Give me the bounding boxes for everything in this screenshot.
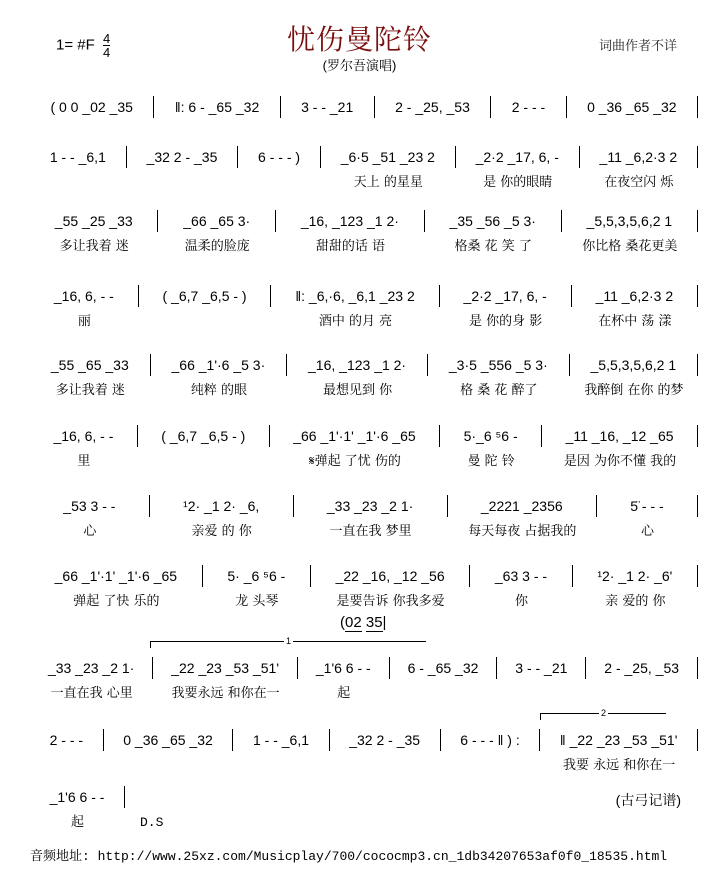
measure: 1 - - _6,1 [30,146,127,168]
lyric: 亲 爱的 你 [605,594,666,609]
song-title: 忧伤曼陀铃 [286,23,432,56]
volta-1-bracket [150,636,426,648]
lyric: 我醉倒 在你 的梦 [584,383,684,398]
measure: ( _6,7 _6,5 - ) [138,425,270,447]
lyric [497,686,586,702]
lyric: 龙 头琴 [235,594,279,609]
volta-2-label: 2 [600,708,606,718]
measure: 3 - - _21 [497,657,586,679]
lyric: 心 [640,524,654,539]
measure: _2221 _2356 [448,495,597,517]
measure: 2 - _25, _53 [586,657,698,679]
lyric: 我要 永远 和你在一 [563,758,676,773]
measure: 2 - - - [30,729,104,751]
lyric [138,454,270,470]
measure: _66 _1'·1' _1'·6 _65 [270,425,440,447]
lyric: 在杯中 荡 漾 [598,314,672,329]
lyric: 起 [337,686,351,701]
time-top: 4 [102,31,111,46]
lyric [233,758,329,774]
measure: _22 _23 _53 _51' [153,657,298,679]
lyrics-row [30,175,698,191]
measures-row [30,146,698,168]
lyric [30,175,127,191]
measures-row [30,210,698,232]
measure: ‖ _22 _23 _53 _51' [540,729,698,751]
measure: ¹2· _1 2· _6, [150,495,294,517]
lyrics-row [30,524,698,540]
measure: _66 _1'·6 _5 3· [151,354,288,376]
lyric: 丽 [77,314,91,329]
measure: _55 _65 _33 [30,354,151,376]
dal-segno: D.S [140,815,164,830]
score-system [30,565,698,610]
measure: _22 _16, _12 _56 [311,565,470,587]
measure: ( 0 0 _02 _35 [30,96,154,118]
lyric: 里 [77,454,91,469]
lyric: 𝄋弹起 了忧 伤的 [309,454,401,469]
lyrics-row [30,314,698,330]
measure: 5· _6 ⁵6 - [203,565,311,587]
lyric [139,314,272,330]
pickup-open: ( [340,614,345,631]
measure: _55 _25 _33 [30,210,158,232]
lyric: 是因 为你不懂 我的 [563,454,677,469]
measures-row [30,425,698,447]
measure: _1'6 6 - - [30,786,125,808]
score-system [30,96,698,125]
measure: 6 - - - ) [238,146,321,168]
singer: (罗尔吾演唱) [322,58,397,73]
lyric: 格 桑 花 醉了 [460,383,538,398]
measure: _32 2 - _35 [127,146,239,168]
measure: ‖: 6 - _65 _32 [154,96,280,118]
measures-row [30,786,125,808]
volta-1-label: 1 [285,636,291,646]
lyric: 亲爱 的 你 [191,524,252,539]
measure: _33 _23 _2 1· [30,657,153,679]
measure: 1 - - _6,1 [233,729,329,751]
lyric [330,758,441,774]
pickup-group: 02 [345,614,362,631]
volta-2-bracket [540,708,666,720]
lyric [104,758,234,774]
measures-row [30,495,698,517]
measure: _5,5,3,5,6,2 1 [562,210,698,232]
lyrics-row [30,815,125,831]
lyric [30,758,104,774]
measure: _11 _16, _12 _65 [542,425,698,447]
measure: 2 - - - [491,96,566,118]
measure: 0 _36 _65 _32 [104,729,234,751]
pickup-barline: | [382,614,387,631]
measure: _63 3 - - [470,565,572,587]
lyric [390,686,498,702]
lyrics-row [30,594,698,610]
lyric: 是 你的眼睛 [483,175,553,190]
measure: _16, _123 _1 2· [276,210,425,232]
score-system [30,354,698,399]
measure: 5̈ - - - [597,495,698,517]
score-system [30,285,698,330]
lyric: 起 [70,815,84,830]
lyrics-row [30,239,698,255]
measures-row [30,729,698,751]
measure: _16, 6, - - [30,425,138,447]
lyric [238,175,321,191]
lyrics-row [30,383,698,399]
lyric: 温柔的脸庞 [184,239,250,254]
measure: _35 _56 _5 3· [425,210,562,232]
measures-row [30,96,698,118]
score-system [30,146,698,191]
measures-row [30,354,698,376]
measure: ( _6,7 _6,5 - ) [139,285,272,307]
measure: _66 _1'·1' _1'·6 _65 [30,565,203,587]
lyric: 是 你的身 影 [469,314,543,329]
lyric: 每天每夜 占据我的 [468,524,577,539]
measures-row [30,657,698,679]
measure: _16, 6, - - [30,285,139,307]
measure: _16, _123 _1 2· [287,354,428,376]
score-system [30,425,698,470]
lyric [127,175,239,191]
audio-url[interactable]: 音频地址: http://www.25xz.com/Musicplay/700/cococmp3.cn_1db34207653af0f0_18535.html [30,849,668,864]
lyric: 我要永远 和你在一 [171,686,280,701]
lyric: 一直在我 梦里 [329,524,412,539]
lyric: 多让我着 迷 [55,383,125,398]
lyric: 你比格 桑花更美 [582,239,678,254]
lyrics-row [30,758,698,774]
score-system [30,210,698,255]
measure: ‖: _6,·6, _6,1 _23 2 [271,285,439,307]
measure: 2 - _25, _53 [375,96,492,118]
credit: 词曲作者不详 [598,38,677,53]
measure: _2·2 _17, 6, - [440,285,572,307]
lyric: 一直在我 心里 [50,686,133,701]
measure: 3 - - _21 [281,96,375,118]
lyric: 心 [83,524,97,539]
pickup-group: 35 [365,614,383,631]
lyrics-row [30,686,698,702]
lyric: 是要告诉 你我多爱 [336,594,445,609]
measure: _6·5 _51 _23 2 [321,146,456,168]
lyric: 天上 的星星 [353,175,423,190]
lyric: 曼 陀 铃 [467,454,515,469]
lyric: 甜甜的话 语 [315,239,385,254]
measure: _3·5 _556 _5 3· [428,354,570,376]
score-system [30,729,698,774]
score-system [30,657,698,702]
transcriber: (古弓记谱) [615,792,681,808]
measure: ¹2· _1 2· _6' [573,565,698,587]
lyric: 多让我着 迷 [59,239,129,254]
lyric: 你 [514,594,528,609]
time-bottom: 4 [102,45,111,60]
lyric: 酒中 的月 亮 [318,314,393,329]
measure: _32 2 - _35 [330,729,441,751]
score-system [30,495,698,540]
lyrics-row [30,454,698,470]
measure: _2·2 _17, 6, - [456,146,580,168]
measure: _11 _6,2·3 2 [580,146,698,168]
lyric: 格桑 花 笑 了 [454,239,532,254]
measure: 6 - _65 _32 [390,657,498,679]
lyric: 纯粹 的眼 [190,383,247,398]
measure: _1'6 6 - - [298,657,390,679]
measure: _11 _6,2·3 2 [572,285,698,307]
lyric: 弹起 了快 乐的 [73,594,160,609]
lyric: 在夜空闪 烁 [604,175,674,190]
score-system [30,786,125,831]
lyric [441,758,541,774]
lyric [586,686,698,702]
measure: _66 _65 3· [158,210,276,232]
measure: _5,5,3,5,6,2 1 [570,354,698,376]
measure: _33 _23 _2 1· [294,495,448,517]
measure: 6 - - - ‖ ) : [441,729,541,751]
pickup-notes [340,614,386,631]
lyric: 最想见到 你 [323,383,393,398]
measure: 0 _36 _65 _32 [567,96,698,118]
measures-row [30,285,698,307]
key-label: 1= #F [56,36,95,54]
measure: _53 3 - - [30,495,150,517]
measures-row [30,565,698,587]
measure: 5·_6 ⁵6 - [440,425,542,447]
